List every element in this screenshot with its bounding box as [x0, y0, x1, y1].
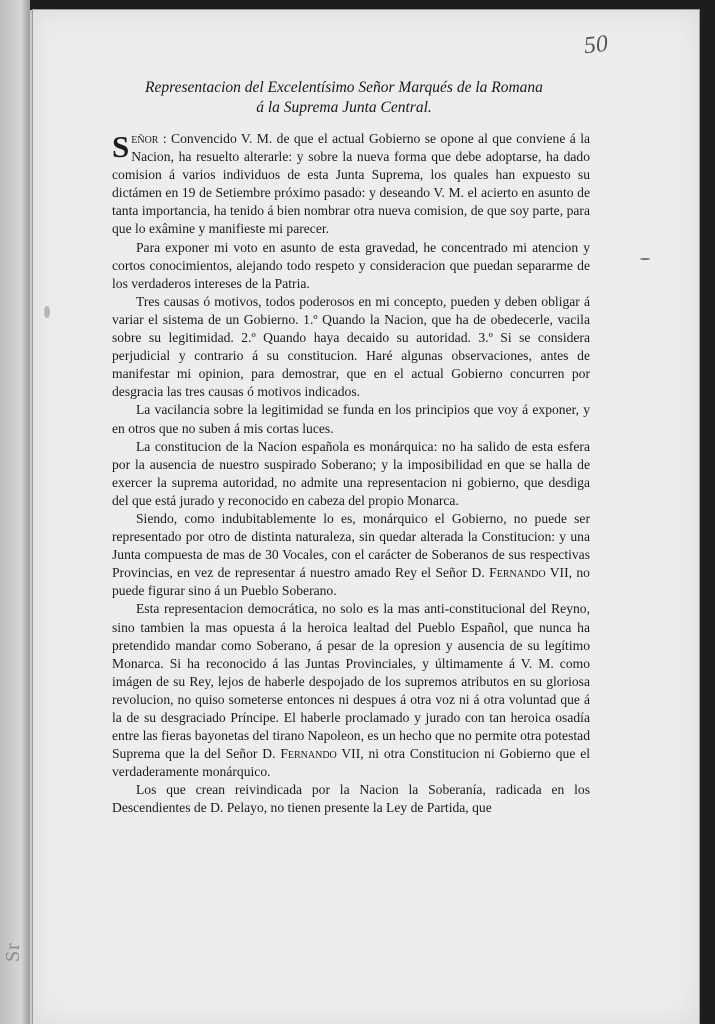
drop-cap: S [112, 129, 130, 164]
king-name: Fernando [280, 746, 337, 762]
title-line-1: Representacion del Excelentísimo Señor Marqués de la Romana [145, 79, 543, 96]
scan-top-border [30, 0, 715, 10]
paper-speck [44, 306, 50, 318]
paragraph-7-text-b: VII, ni otra Constitucion ni Gobierno que el verdaderamente monárquico. [112, 746, 591, 780]
folio-number: 50 [582, 30, 610, 60]
facing-page-edge [0, 0, 30, 1024]
paragraph-3: Tres causas ó motivos, todos poderosos en mi concepto, pueden y deben obligar á variar el sistema de un Gobierno. 1.º Quando la Nacion, que ha de obedecerle, vacila sobre su legitimidad. 2.º Quando haya decaido su autoridad. 3.º Si se considera perjudicial y contrario á su constitucion. Haré algunas observaciones, antes de manifestar mi opinion, para demostrar, que en el actual Gobierno concurren por desgracia las tres causas ó motivos indicados. [112, 293, 590, 400]
paragraph-6 [112, 510, 590, 600]
king-name: Fernando [489, 565, 546, 581]
paper-speck [640, 258, 650, 260]
paragraph-1 [112, 130, 590, 239]
paragraph-2: Para exponer mi voto en asunto de esta gravedad, he concentrado mi atencion y cortos conocimientos, alejando todo respeto y consideracion que puedan separarme de los verdaderos intereses de la Patria. [112, 239, 590, 291]
paragraph-6-text-a: Siendo, como indubitablemente lo es, monárquico el Gobierno, no puede ser representado por otro de distinta naturaleza, sin quedar alterada la Constitucion: y una Junta compuesta de mas de 30 Vocales, con el carácter de Soberanos de sus respectivas Provincias, en vez de representar á nuestro amado Rey el Señor D. [112, 510, 590, 581]
paragraph-4: La vacilancia sobre la legitimidad se funda en los principios que voy á exponer, y en otros que no suben á mis cortas luces. [112, 402, 590, 436]
title-line-2: á la Suprema Junta Central. [256, 99, 432, 116]
paragraph-8: Los que crean reivindicada por la Nacion la Soberanía, radicada en los Descendientes de D. Pelayo, no tienen presente la Ley de Partida, que [112, 782, 590, 816]
paragraph-5: La constitucion de la Nacion española es monárquica: no ha salido de esta esfera por la ausencia de nuestro suspirado Soberano; y la imposibilidad en que se halla de exercer la suprema autoridad, no admite una representacion ni gobierno, que desdiga del que está jurado y reconocido en cabeza del propio Monarca. [112, 438, 590, 508]
facing-page-mark: Sr [2, 942, 24, 962]
paragraph-7 [112, 600, 590, 781]
salutation-word: eñor [131, 131, 159, 146]
document-body [112, 130, 590, 818]
paragraph-7-text-a: Esta representacion democrática, no solo es la mas anti-constitucional del Reyno, sino tambien la mas opuesta á la heroica lealtad del Pueblo Español, que nunca ha pretendido mandar como Soberano, á pesar de la opresion y ausencia de su legítimo Monarca. Si ha reconocido á las Juntas Provinciales, y últimamente á V. M. como imágen de su Rey, lejos de haberle despojado de los supremos atributos en su gloriosa revolucion, no quiso someterse entonces ni despues á otra voz ni á otra voluntad que á la de su desgraciado Príncipe. El haberle proclamado y jurado con tan heroica osadía entre las fieras bayonetas del tirano Napoleon, es un hecho que no permite otra potestad Suprema que la del Señor D. [112, 601, 590, 762]
paragraph-6-text-b: VII, no puede figurar sino á un Pueblo Soberano. [112, 565, 590, 599]
document-title [84, 78, 604, 118]
scan-right-border [699, 0, 715, 1024]
paragraph-1-text: : Convencido V. M. de que el actual Gobierno se opone al que conviene á la Nacion, ha resuelto alterarle: y sobre la nueva forma que debe adoptarse, ha dado comision á varios individuos de esta Junta Suprema, los quales han expuesto su dictámen en 19 de Setiembre próximo pasado: y deseando V. M. el acierto en asunto de tanta importancia, ha tenido á bien nombrar otra nueva comision, de que soy parte, para que lo exâmine y manifieste mi parecer. [112, 131, 590, 237]
